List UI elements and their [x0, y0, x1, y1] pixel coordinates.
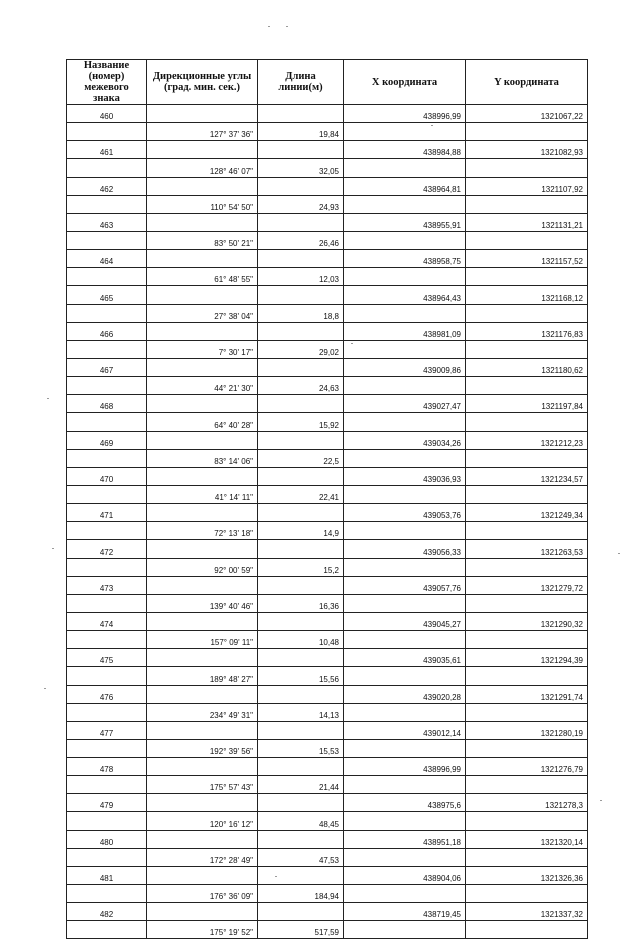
- segment-row: [67, 776, 588, 794]
- point-row: [67, 286, 588, 304]
- empty-cell: [147, 721, 258, 739]
- x-coordinate-cell: 438904,06: [344, 866, 466, 884]
- line-length-cell: 22,41: [258, 485, 344, 503]
- line-length-cell: 18,8: [258, 304, 344, 322]
- x-coordinate-cell: 438996,99: [344, 105, 466, 123]
- empty-cell: [344, 558, 466, 576]
- empty-cell: [258, 612, 344, 630]
- directional-angle-cell: 120° 16' 12": [147, 812, 258, 830]
- point-row: [67, 540, 588, 558]
- line-length-cell: 15,56: [258, 667, 344, 685]
- empty-cell: [466, 558, 588, 576]
- x-coordinate-cell: 439045,27: [344, 612, 466, 630]
- point-name-cell: 470: [67, 467, 147, 485]
- x-coordinate-cell: 439056,33: [344, 540, 466, 558]
- segment-row: [67, 739, 588, 757]
- segment-row: [67, 449, 588, 467]
- point-name-cell: 461: [67, 141, 147, 159]
- line-length-cell: 21,44: [258, 776, 344, 794]
- segment-row: [67, 558, 588, 576]
- empty-cell: [147, 322, 258, 340]
- x-coordinate-cell: 438951,18: [344, 830, 466, 848]
- empty-cell: [147, 286, 258, 304]
- empty-cell: [466, 159, 588, 177]
- empty-cell: [258, 794, 344, 812]
- y-coordinate-cell: 1321234,57: [466, 467, 588, 485]
- x-coordinate-cell: 439027,47: [344, 395, 466, 413]
- empty-cell: [147, 504, 258, 522]
- point-row: [67, 504, 588, 522]
- empty-cell: [67, 594, 147, 612]
- empty-cell: [67, 776, 147, 794]
- y-coordinate-cell: 1321263,53: [466, 540, 588, 558]
- header-x-coordinate: X координата: [344, 60, 466, 105]
- empty-cell: [147, 612, 258, 630]
- y-coordinate-cell: 1321279,72: [466, 576, 588, 594]
- empty-cell: [147, 250, 258, 268]
- point-name-cell: 465: [67, 286, 147, 304]
- empty-cell: [258, 685, 344, 703]
- point-name-cell: 478: [67, 758, 147, 776]
- empty-cell: [258, 758, 344, 776]
- segment-row: [67, 413, 588, 431]
- table-header-row: [67, 60, 588, 105]
- x-coordinate-cell: 439035,61: [344, 649, 466, 667]
- directional-angle-cell: 7° 30' 17": [147, 340, 258, 358]
- scan-speck: [268, 26, 270, 27]
- scan-speck: [47, 398, 49, 399]
- empty-cell: [344, 377, 466, 395]
- y-coordinate-cell: 1321168,12: [466, 286, 588, 304]
- line-length-cell: 32,05: [258, 159, 344, 177]
- empty-cell: [67, 631, 147, 649]
- directional-angle-cell: 172° 28' 49": [147, 848, 258, 866]
- empty-cell: [147, 358, 258, 376]
- empty-cell: [67, 377, 147, 395]
- x-coordinate-cell: 439057,76: [344, 576, 466, 594]
- line-length-cell: 19,84: [258, 123, 344, 141]
- directional-angle-cell: 175° 57' 43": [147, 776, 258, 794]
- empty-cell: [147, 866, 258, 884]
- empty-cell: [67, 449, 147, 467]
- scan-speck: [618, 553, 620, 554]
- empty-cell: [147, 431, 258, 449]
- x-coordinate-cell: 438984,88: [344, 141, 466, 159]
- x-coordinate-cell: 439012,14: [344, 721, 466, 739]
- empty-cell: [258, 177, 344, 195]
- point-name-cell: 468: [67, 395, 147, 413]
- y-coordinate-cell: 1321212,23: [466, 431, 588, 449]
- segment-row: [67, 885, 588, 903]
- directional-angle-cell: 175° 19' 52": [147, 921, 258, 939]
- empty-cell: [466, 667, 588, 685]
- directional-angle-cell: 234° 49' 31": [147, 703, 258, 721]
- empty-cell: [67, 848, 147, 866]
- empty-cell: [344, 594, 466, 612]
- empty-cell: [147, 540, 258, 558]
- empty-cell: [258, 358, 344, 376]
- scan-speck: [52, 548, 54, 549]
- x-coordinate-cell: 438958,75: [344, 250, 466, 268]
- x-coordinate-cell: 438981,09: [344, 322, 466, 340]
- y-coordinate-cell: 1321291,74: [466, 685, 588, 703]
- empty-cell: [466, 304, 588, 322]
- x-coordinate-cell: 438955,91: [344, 213, 466, 231]
- segment-row: [67, 921, 588, 939]
- empty-cell: [466, 449, 588, 467]
- point-row: [67, 576, 588, 594]
- point-row: [67, 612, 588, 630]
- empty-cell: [466, 195, 588, 213]
- point-name-cell: 462: [67, 177, 147, 195]
- point-row: [67, 177, 588, 195]
- point-row: [67, 830, 588, 848]
- empty-cell: [466, 921, 588, 939]
- point-name-cell: 475: [67, 649, 147, 667]
- empty-cell: [147, 213, 258, 231]
- directional-angle-cell: 127° 37' 36": [147, 123, 258, 141]
- scan-speck: [44, 688, 46, 689]
- directional-angle-cell: 64° 40' 28": [147, 413, 258, 431]
- y-coordinate-cell: 1321337,32: [466, 903, 588, 921]
- empty-cell: [67, 123, 147, 141]
- empty-cell: [344, 667, 466, 685]
- point-row: [67, 467, 588, 485]
- empty-cell: [67, 304, 147, 322]
- point-row: [67, 395, 588, 413]
- empty-cell: [466, 848, 588, 866]
- point-row: [67, 794, 588, 812]
- empty-cell: [466, 522, 588, 540]
- empty-cell: [466, 885, 588, 903]
- y-coordinate-cell: 1321067,22: [466, 105, 588, 123]
- empty-cell: [466, 703, 588, 721]
- line-length-cell: 15,2: [258, 558, 344, 576]
- segment-row: [67, 377, 588, 395]
- y-coordinate-cell: 1321157,52: [466, 250, 588, 268]
- directional-angle-cell: 83° 50' 21": [147, 231, 258, 249]
- point-name-cell: 480: [67, 830, 147, 848]
- point-row: [67, 358, 588, 376]
- line-length-cell: 24,63: [258, 377, 344, 395]
- empty-cell: [344, 304, 466, 322]
- segment-row: [67, 159, 588, 177]
- point-name-cell: 460: [67, 105, 147, 123]
- scan-speck: [286, 26, 288, 27]
- empty-cell: [67, 522, 147, 540]
- empty-cell: [466, 739, 588, 757]
- segment-row: [67, 123, 588, 141]
- empty-cell: [466, 231, 588, 249]
- empty-cell: [466, 776, 588, 794]
- x-coordinate-cell: 438964,81: [344, 177, 466, 195]
- y-coordinate-cell: 1321082,93: [466, 141, 588, 159]
- point-row: [67, 141, 588, 159]
- empty-cell: [344, 340, 466, 358]
- point-row: [67, 105, 588, 123]
- empty-cell: [67, 485, 147, 503]
- point-name-cell: 469: [67, 431, 147, 449]
- empty-cell: [466, 594, 588, 612]
- empty-cell: [67, 159, 147, 177]
- y-coordinate-cell: 1321290,32: [466, 612, 588, 630]
- empty-cell: [258, 649, 344, 667]
- x-coordinate-cell: 439034,26: [344, 431, 466, 449]
- x-coordinate-cell: 438996,99: [344, 758, 466, 776]
- empty-cell: [67, 667, 147, 685]
- empty-cell: [344, 921, 466, 939]
- empty-cell: [466, 413, 588, 431]
- empty-cell: [147, 576, 258, 594]
- y-coordinate-cell: 1321176,83: [466, 322, 588, 340]
- y-coordinate-cell: 1321280,19: [466, 721, 588, 739]
- empty-cell: [67, 340, 147, 358]
- y-coordinate-cell: 1321278,3: [466, 794, 588, 812]
- line-length-cell: 47,53: [258, 848, 344, 866]
- segment-row: [67, 594, 588, 612]
- header-line-length: Длина линии(м): [258, 60, 344, 105]
- y-coordinate-cell: 1321276,79: [466, 758, 588, 776]
- point-name-cell: 474: [67, 612, 147, 630]
- empty-cell: [147, 141, 258, 159]
- empty-cell: [258, 286, 344, 304]
- x-coordinate-cell: 438964,43: [344, 286, 466, 304]
- x-coordinate-cell: 439053,76: [344, 504, 466, 522]
- empty-cell: [466, 268, 588, 286]
- empty-cell: [67, 268, 147, 286]
- point-name-cell: 482: [67, 903, 147, 921]
- empty-cell: [67, 195, 147, 213]
- line-length-cell: 26,46: [258, 231, 344, 249]
- segment-row: [67, 631, 588, 649]
- empty-cell: [466, 123, 588, 141]
- scan-speck: [351, 343, 353, 344]
- point-name-cell: 472: [67, 540, 147, 558]
- empty-cell: [67, 558, 147, 576]
- empty-cell: [258, 141, 344, 159]
- directional-angle-cell: 41° 14' 11": [147, 485, 258, 503]
- empty-cell: [466, 485, 588, 503]
- empty-cell: [344, 123, 466, 141]
- empty-cell: [258, 105, 344, 123]
- point-name-cell: 481: [67, 866, 147, 884]
- empty-cell: [258, 431, 344, 449]
- point-name-cell: 464: [67, 250, 147, 268]
- empty-cell: [147, 395, 258, 413]
- empty-cell: [258, 467, 344, 485]
- y-coordinate-cell: 1321326,36: [466, 866, 588, 884]
- empty-cell: [344, 739, 466, 757]
- directional-angle-cell: 189° 48' 27": [147, 667, 258, 685]
- line-length-cell: 15,92: [258, 413, 344, 431]
- point-row: [67, 213, 588, 231]
- line-length-cell: 14,9: [258, 522, 344, 540]
- y-coordinate-cell: 1321294,39: [466, 649, 588, 667]
- directional-angle-cell: 128° 46' 07": [147, 159, 258, 177]
- line-length-cell: 14,13: [258, 703, 344, 721]
- empty-cell: [344, 268, 466, 286]
- scan-speck: [600, 800, 602, 801]
- segment-row: [67, 848, 588, 866]
- segment-row: [67, 485, 588, 503]
- directional-angle-cell: 176° 36' 09": [147, 885, 258, 903]
- directional-angle-cell: 44° 21' 30": [147, 377, 258, 395]
- segment-row: [67, 340, 588, 358]
- empty-cell: [147, 177, 258, 195]
- empty-cell: [344, 631, 466, 649]
- point-row: [67, 685, 588, 703]
- empty-cell: [258, 721, 344, 739]
- point-name-cell: 467: [67, 358, 147, 376]
- point-name-cell: 471: [67, 504, 147, 522]
- empty-cell: [344, 885, 466, 903]
- empty-cell: [344, 231, 466, 249]
- empty-cell: [258, 576, 344, 594]
- segment-row: [67, 231, 588, 249]
- empty-cell: [344, 485, 466, 503]
- empty-cell: [344, 812, 466, 830]
- segment-row: [67, 304, 588, 322]
- empty-cell: [147, 467, 258, 485]
- directional-angle-cell: 157° 09' 11": [147, 631, 258, 649]
- header-directional-angle: Дирекционные углы (град. мин. сек.): [147, 60, 258, 105]
- y-coordinate-cell: 1321131,21: [466, 213, 588, 231]
- directional-angle-cell: 139° 40' 46": [147, 594, 258, 612]
- empty-cell: [258, 250, 344, 268]
- empty-cell: [258, 540, 344, 558]
- directional-angle-cell: 27° 38' 04": [147, 304, 258, 322]
- empty-cell: [147, 830, 258, 848]
- point-row: [67, 322, 588, 340]
- x-coordinate-cell: 438975,6: [344, 794, 466, 812]
- point-name-cell: 477: [67, 721, 147, 739]
- table-body: [67, 105, 588, 939]
- empty-cell: [147, 685, 258, 703]
- empty-cell: [344, 848, 466, 866]
- line-length-cell: 10,48: [258, 631, 344, 649]
- empty-cell: [258, 866, 344, 884]
- empty-cell: [466, 377, 588, 395]
- empty-cell: [67, 413, 147, 431]
- empty-cell: [258, 395, 344, 413]
- x-coordinate-cell: 438719,45: [344, 903, 466, 921]
- directional-angle-cell: 83° 14' 06": [147, 449, 258, 467]
- segment-row: [67, 812, 588, 830]
- empty-cell: [466, 812, 588, 830]
- empty-cell: [67, 739, 147, 757]
- line-length-cell: 29,02: [258, 340, 344, 358]
- point-row: [67, 721, 588, 739]
- point-name-cell: 479: [67, 794, 147, 812]
- y-coordinate-cell: 1321107,92: [466, 177, 588, 195]
- line-length-cell: 22,5: [258, 449, 344, 467]
- empty-cell: [344, 449, 466, 467]
- directional-angle-cell: 61° 48' 55": [147, 268, 258, 286]
- line-length-cell: 16,36: [258, 594, 344, 612]
- point-row: [67, 758, 588, 776]
- point-name-cell: 466: [67, 322, 147, 340]
- point-name-cell: 476: [67, 685, 147, 703]
- x-coordinate-cell: 439009,86: [344, 358, 466, 376]
- segment-row: [67, 703, 588, 721]
- empty-cell: [67, 921, 147, 939]
- empty-cell: [466, 340, 588, 358]
- segment-row: [67, 268, 588, 286]
- empty-cell: [344, 195, 466, 213]
- empty-cell: [258, 322, 344, 340]
- point-name-cell: 473: [67, 576, 147, 594]
- point-name-cell: 463: [67, 213, 147, 231]
- directional-angle-cell: 192° 39' 56": [147, 739, 258, 757]
- line-length-cell: 184,94: [258, 885, 344, 903]
- line-length-cell: 15,53: [258, 739, 344, 757]
- point-row: [67, 431, 588, 449]
- empty-cell: [258, 830, 344, 848]
- empty-cell: [258, 903, 344, 921]
- x-coordinate-cell: 439036,93: [344, 467, 466, 485]
- empty-cell: [147, 903, 258, 921]
- empty-cell: [258, 213, 344, 231]
- empty-cell: [67, 885, 147, 903]
- directional-angle-cell: 92° 00' 59": [147, 558, 258, 576]
- empty-cell: [147, 105, 258, 123]
- point-row: [67, 649, 588, 667]
- empty-cell: [147, 794, 258, 812]
- line-length-cell: 12,03: [258, 268, 344, 286]
- y-coordinate-cell: 1321197,84: [466, 395, 588, 413]
- line-length-cell: 517,59: [258, 921, 344, 939]
- y-coordinate-cell: 1321320,14: [466, 830, 588, 848]
- segment-row: [67, 667, 588, 685]
- empty-cell: [344, 703, 466, 721]
- line-length-cell: 24,93: [258, 195, 344, 213]
- scan-speck: [275, 876, 277, 877]
- y-coordinate-cell: 1321180,62: [466, 358, 588, 376]
- directional-angle-cell: 72° 13' 18": [147, 522, 258, 540]
- segment-row: [67, 195, 588, 213]
- scan-speck: [431, 125, 433, 126]
- line-length-cell: 48,45: [258, 812, 344, 830]
- empty-cell: [258, 504, 344, 522]
- empty-cell: [67, 812, 147, 830]
- point-row: [67, 903, 588, 921]
- header-y-coordinate: Y координата: [466, 60, 588, 105]
- empty-cell: [67, 231, 147, 249]
- y-coordinate-cell: 1321249,34: [466, 504, 588, 522]
- empty-cell: [67, 703, 147, 721]
- empty-cell: [466, 631, 588, 649]
- point-row: [67, 250, 588, 268]
- empty-cell: [344, 159, 466, 177]
- empty-cell: [344, 522, 466, 540]
- x-coordinate-cell: 439020,28: [344, 685, 466, 703]
- empty-cell: [344, 413, 466, 431]
- point-row: [67, 866, 588, 884]
- empty-cell: [147, 758, 258, 776]
- empty-cell: [344, 776, 466, 794]
- segment-row: [67, 522, 588, 540]
- directional-angle-cell: 110° 54' 50": [147, 195, 258, 213]
- empty-cell: [147, 649, 258, 667]
- header-point-name: Название (номер) межевого знака: [67, 60, 147, 105]
- boundary-coordinates-table: [66, 59, 588, 939]
